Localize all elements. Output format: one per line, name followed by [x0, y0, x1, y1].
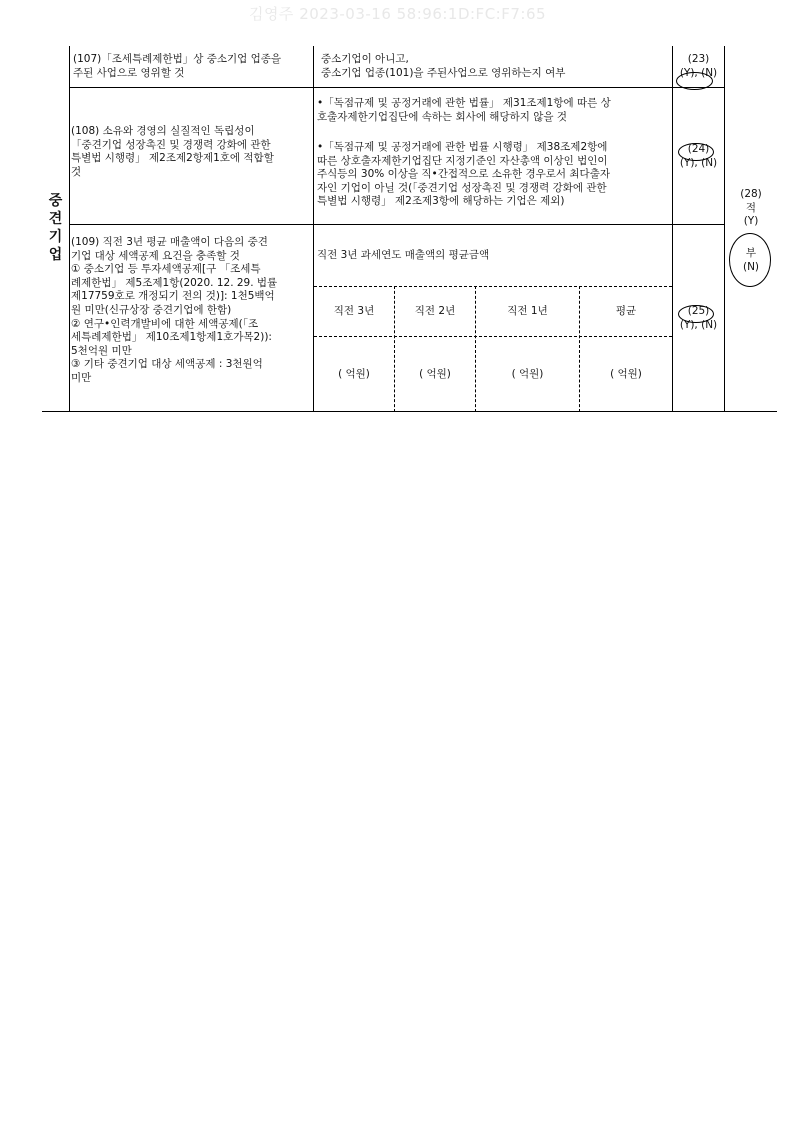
result-selection-circle	[729, 233, 771, 287]
result-unfit: 부 (N)	[742, 247, 760, 273]
category-label: 중 견 기 업	[48, 193, 63, 263]
check-108: (24) (Y), (N)	[679, 143, 718, 169]
requirement-109: (109) 직전 3년 평균 매출액이 다음의 중견 기업 대상 세액공제 요건을 충족할 것 ① 중소기업 등 투자세액공제[구 「조세특 례제한법」 제5조제1항(2020. 12. 29. 법률 제17759호로 개정되기 전의 것)]: 1천5백억 원 미만(신규상장 중견기업에 한함) ② 연구•인력개발비에 대한 세액공제(「조 세특례제한법」 제10조제1항제1호가목2)): 5천억원 미만 ③ 기타 중견기업 대상 세액공제 : 3천원억 미만	[71, 236, 278, 384]
col-header-2yr: 직전 2년	[414, 305, 456, 317]
check-107: (23) (Y), (N)	[679, 53, 718, 79]
criteria-107: 중소기업이 아니고, 중소기업 업종(101)을 주된사업으로 영위하는지 여부	[321, 53, 566, 79]
selection-circle-109	[678, 305, 714, 323]
value-3yr: ( 억원)	[338, 368, 370, 380]
value-2yr: ( 억원)	[419, 368, 451, 380]
result-fit: (28) 적 (Y)	[740, 188, 762, 228]
col-header-3yr: 직전 3년	[333, 305, 375, 317]
value-1yr: ( 억원)	[511, 368, 544, 380]
selection-circle-107	[676, 72, 713, 90]
watermark: 김영주 2023-03-16 58:96:1D:FC:F7:65	[248, 5, 547, 23]
selection-circle-108	[678, 143, 714, 161]
col-header-avg: 평균	[615, 305, 637, 317]
criteria-109: 직전 3년 과세연도 매출액의 평균금액	[317, 249, 490, 261]
criteria-108-a: •「독점규제 및 공정거래에 관한 법률」 제31조제1항에 따른 상 호출자제한기업집단에 속하는 회사에 해당하지 않을 것	[317, 97, 611, 123]
col-header-1yr: 직전 1년	[507, 305, 548, 317]
requirement-108: (108) 소유와 경영의 실질적인 독립성이 「중견기업 성장촉진 및 경쟁력 강화에 관한 특별법 시행령」 제2조제2항제1호에 적합할 것	[71, 125, 274, 178]
check-109: (25) (Y), (N)	[679, 305, 718, 331]
value-avg: ( 억원)	[610, 368, 642, 380]
requirement-107: (107)「조세특례제한법」상 중소기업 업종을 주된 사업으로 영위할 것	[73, 53, 282, 79]
criteria-108-b: •「독점규제 및 공정거래에 관한 법률 시행령」 제38조제2항에 따른 상호출자제한기업집단 지정기준인 자산총액 이상인 법인이 주식등의 30% 이상을 직•간접적으로 소유한 경우로서 최다출자 자인 기업이 아닐 것(「중견기업 성장촉진 및 경쟁력 강화에 관한 특별법 시행령」 제2조제3항에 해당하는 기업은 제외)	[317, 141, 610, 208]
eligibility-table	[42, 46, 777, 412]
